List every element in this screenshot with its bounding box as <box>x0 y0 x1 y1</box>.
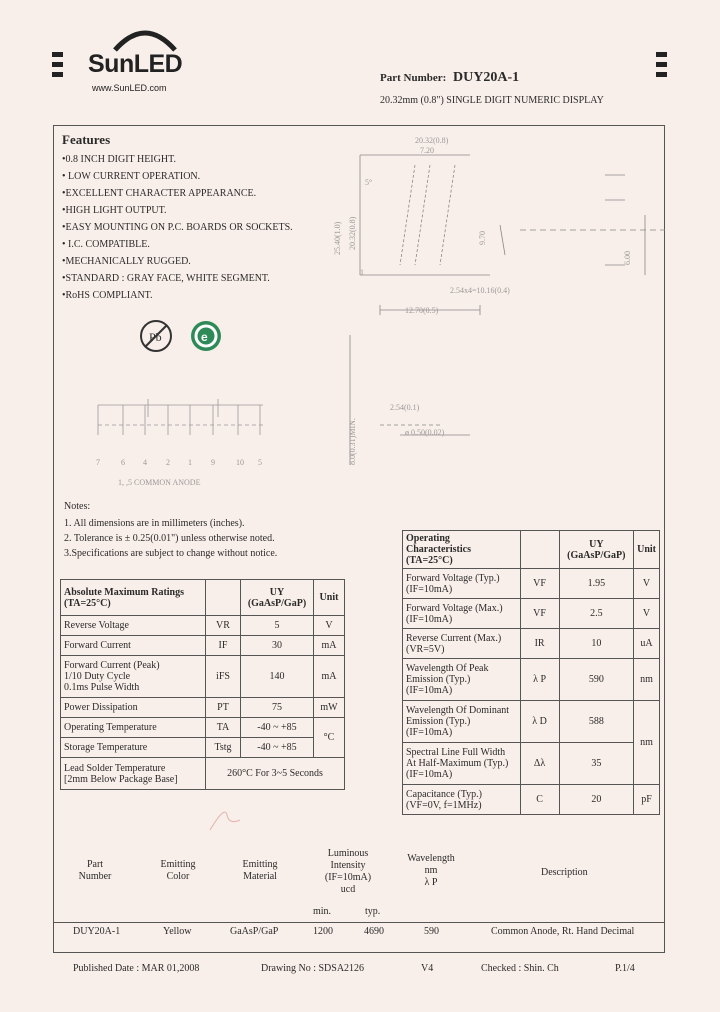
op-param-cond: (IF=10mA) <box>406 583 453 595</box>
abs-val: -40 ~ +85 <box>241 738 314 758</box>
abs-sym: iFS <box>206 656 241 698</box>
sel-header-lum-line: Intensity <box>330 860 366 871</box>
table-row <box>61 636 345 656</box>
part-number: DUY20A-1 <box>453 70 520 85</box>
svg-text:20.32(0.8): 20.32(0.8) <box>348 216 357 250</box>
svg-text:10: 10 <box>236 458 244 467</box>
op-param-line: Wavelength Of Dominant <box>406 705 510 716</box>
svg-text:2.54x4=10.16(0.4): 2.54x4=10.16(0.4) <box>450 286 510 295</box>
sel-divider <box>53 922 665 923</box>
part-number-label: Part Number: <box>380 72 447 84</box>
abs-param-line: Lead Solder Temperature <box>64 762 166 774</box>
feature-item: •RoHS COMPLIANT. <box>62 290 153 301</box>
svg-text:Pb: Pb <box>149 330 162 344</box>
op-param-cond: (IF=10mA) <box>406 769 453 780</box>
op-param-line: Emission (Typ.) <box>406 716 471 727</box>
op-sym: VF <box>520 569 559 599</box>
sel-header-wl-line: λ P <box>424 877 438 888</box>
feature-item: •STANDARD : GRAY FACE, WHITE SEGMENT. <box>62 273 270 284</box>
abs-unit: mA <box>314 656 345 698</box>
abs-val: 75 <box>241 698 314 718</box>
abs-max-title: Absolute Maximum Ratings <box>64 586 185 598</box>
op-char-part-header <box>559 531 634 569</box>
svg-text:6: 6 <box>121 458 125 467</box>
note-item: 3.Specifications are subject to change without notice. <box>64 548 278 559</box>
svg-text:1, ,5 COMMON ANODE: 1, ,5 COMMON ANODE <box>118 478 201 487</box>
op-param-line: Wavelength Of Peak <box>406 663 489 674</box>
op-val: 590 <box>559 659 634 701</box>
rohs-green-icon <box>188 318 224 354</box>
header-mark-left <box>52 52 63 78</box>
op-param <box>403 743 521 785</box>
svg-text:6.00: 6.00 <box>623 251 632 265</box>
op-param-line: Forward Voltage (Max.) <box>406 602 503 614</box>
abs-param-line: Forward Current (Peak) <box>64 660 160 671</box>
footer-published: Published Date : MAR 01,2008 <box>73 963 200 974</box>
svg-text:e: e <box>201 330 208 344</box>
feature-item: •HIGH LIGHT OUTPUT. <box>62 205 167 216</box>
abs-sym: VR <box>206 616 241 636</box>
op-unit: pF <box>634 785 660 815</box>
svg-text:ø 0.50(0.02): ø 0.50(0.02) <box>405 428 445 437</box>
op-unit: nm <box>634 659 660 701</box>
op-param-line: Spectral Line Full Width <box>406 747 506 758</box>
op-sym: λ D <box>520 701 559 743</box>
header-mark-right <box>656 52 667 78</box>
sel-row-wavelength: 590 <box>424 926 439 937</box>
op-param-cond: (IF=10mA) <box>406 727 453 738</box>
op-param <box>403 569 521 599</box>
table-row <box>61 698 345 718</box>
op-sym: C <box>520 785 559 815</box>
sel-header-typ: typ. <box>365 906 381 917</box>
table-row <box>403 743 660 785</box>
abs-val: 260°C For 3~5 Seconds <box>206 758 345 790</box>
svg-text:20.32(0.8): 20.32(0.8) <box>415 136 449 145</box>
sel-row-description: Common Anode, Rt. Hand Decimal <box>491 926 635 937</box>
abs-max-unit-header: Unit <box>314 580 345 616</box>
abs-val: -40 ~ +85 <box>241 718 314 738</box>
abs-val: 140 <box>241 656 314 698</box>
sel-row-color: Yellow <box>163 926 192 937</box>
svg-text:5°: 5° <box>365 178 373 187</box>
op-sym: VF <box>520 599 559 629</box>
sel-header-material <box>225 859 295 883</box>
feature-item: •EASY MOUNTING ON P.C. BOARDS OR SOCKETS. <box>62 222 293 233</box>
package-dimension-drawing <box>320 125 665 485</box>
table-row <box>403 629 660 659</box>
abs-sym: IF <box>206 636 241 656</box>
op-param-line: Capacitance (Typ.) <box>406 788 482 800</box>
abs-sym: PT <box>206 698 241 718</box>
sel-header-part-line: Part <box>86 859 104 870</box>
feature-item: •EXCELLENT CHARACTER APPEARANCE. <box>62 188 257 199</box>
op-sym: λ P <box>520 659 559 701</box>
features-list <box>62 151 293 304</box>
sel-header-wl-line: Wavelength <box>407 853 455 864</box>
abs-param-line: [2mm Below Package Base] <box>64 773 178 785</box>
selection-guide <box>53 845 665 953</box>
abs-sym: Tstg <box>206 738 241 758</box>
svg-text:1: 1 <box>360 268 364 277</box>
note-item: 2. Tolerance is ± 0.25(0.01") unless otherwise noted. <box>64 533 275 544</box>
sunled-logo-arc <box>110 22 180 52</box>
sel-row-material: GaAsP/GaP <box>230 926 279 937</box>
op-param-cond: (IF=10mA) <box>406 613 453 625</box>
sel-header-color-line: Color <box>166 871 190 882</box>
svg-text:5: 5 <box>258 458 262 467</box>
abs-param: Operating Temperature <box>61 718 206 738</box>
sel-header-wavelength <box>398 853 464 889</box>
sel-header-part-line: Number <box>78 871 112 882</box>
sel-header-color-line: Emitting <box>160 859 196 870</box>
abs-max-part: UY <box>269 586 285 598</box>
footer-drawing: Drawing No : SDSA2126 <box>261 963 365 974</box>
abs-param-line: 1/10 Duty Cycle <box>64 671 131 682</box>
abs-param-line: 0.1ms Pulse Width <box>64 682 140 693</box>
feature-item: • LOW CURRENT OPERATION. <box>62 171 201 182</box>
circuit-diagram <box>88 395 268 490</box>
svg-text:1: 1 <box>188 458 192 467</box>
abs-unit: mA <box>314 636 345 656</box>
op-char-title: Operating Characteristics <box>406 533 471 555</box>
op-val: 588 <box>559 701 634 743</box>
op-param-cond: (VR=5V) <box>406 643 445 655</box>
op-param <box>403 629 521 659</box>
sel-row-typ: 4690 <box>364 926 384 937</box>
table-row <box>403 659 660 701</box>
svg-text:2: 2 <box>166 458 170 467</box>
abs-unit: °C <box>314 718 345 758</box>
sel-header-lum-line: (IF=10mA) <box>324 872 372 883</box>
note-item: 1. All dimensions are in millimeters (inches). <box>64 518 245 529</box>
svg-text:7.20: 7.20 <box>420 146 434 155</box>
abs-param <box>61 758 206 790</box>
sel-header-material-line: Emitting <box>242 859 278 870</box>
sel-header-description: Description <box>541 867 588 878</box>
table-row <box>61 718 345 738</box>
abs-max-table <box>60 579 345 790</box>
op-param-line: Reverse Current (Max.) <box>406 632 502 644</box>
op-unit: nm <box>634 701 660 785</box>
abs-max-condition: (TA=25°C) <box>64 597 111 609</box>
sel-header-min: min. <box>313 906 332 917</box>
op-val: 2.5 <box>559 599 634 629</box>
op-val: 20 <box>559 785 634 815</box>
website: www.SunLED.com <box>92 83 167 93</box>
abs-unit: V <box>314 616 345 636</box>
footer-version: V4 <box>421 963 434 974</box>
sel-header-material-line: Material <box>243 871 277 882</box>
feature-item: •0.8 INCH DIGIT HEIGHT. <box>62 154 176 165</box>
op-char-header-blank <box>520 531 559 569</box>
brand-logo: SunLED <box>88 50 183 78</box>
op-unit: V <box>634 599 660 629</box>
op-param-line: Emission (Typ.) <box>406 674 471 685</box>
feature-item: •MECHANICALLY RUGGED. <box>62 256 191 267</box>
part-number-row <box>380 70 519 86</box>
abs-param: Power Dissipation <box>61 698 206 718</box>
abs-val: 30 <box>241 636 314 656</box>
table-row <box>403 785 660 815</box>
op-char-unit-header: Unit <box>634 531 660 569</box>
table-row <box>403 599 660 629</box>
op-char-part: UY <box>589 538 604 550</box>
op-param-cond: (IF=10mA) <box>406 685 453 696</box>
op-unit: V <box>634 569 660 599</box>
abs-param: Storage Temperature <box>61 738 206 758</box>
lead-free-icon <box>138 318 174 354</box>
abs-max-material: (GaAsP/GaP) <box>247 597 307 609</box>
table-row <box>61 656 345 698</box>
features-title: Features <box>62 132 111 147</box>
svg-text:7: 7 <box>96 458 100 467</box>
abs-unit: mW <box>314 698 345 718</box>
abs-max-title-cell <box>61 580 206 616</box>
table-row <box>403 569 660 599</box>
op-char-condition: (TA=25°C) <box>406 555 453 566</box>
abs-val: 5 <box>241 616 314 636</box>
op-param-line: Forward Voltage (Typ.) <box>406 572 500 584</box>
op-unit: uA <box>634 629 660 659</box>
op-val: 1.95 <box>559 569 634 599</box>
op-sym: Δλ <box>520 743 559 785</box>
sel-header-color <box>148 859 208 883</box>
op-param <box>403 701 521 743</box>
footer-page: P.1/4 <box>615 963 635 974</box>
op-param-cond: (VF=0V, f=1MHz) <box>406 799 482 811</box>
notes-title: Notes: <box>64 501 91 512</box>
svg-text:2.54(0.1): 2.54(0.1) <box>390 403 420 412</box>
op-param <box>403 599 521 629</box>
sel-row-part: DUY20A-1 <box>73 926 121 937</box>
sel-header-lum-line: ucd <box>340 884 356 895</box>
table-row <box>61 616 345 636</box>
abs-param <box>61 656 206 698</box>
svg-text:9.70: 9.70 <box>478 231 487 245</box>
notes-list <box>64 516 277 561</box>
svg-text:12.70(0.5): 12.70(0.5) <box>405 306 439 315</box>
abs-max-part-header <box>241 580 314 616</box>
op-char-table <box>402 530 660 815</box>
subtitle: 20.32mm (0.8") SINGLE DIGIT NUMERIC DISPLAY <box>380 95 604 106</box>
table-row <box>61 758 345 790</box>
op-param <box>403 659 521 701</box>
decorative-mark <box>205 800 245 835</box>
svg-text:25.40(1.0): 25.40(1.0) <box>333 221 342 255</box>
footer-checked: Checked : Shin. Ch <box>481 963 559 974</box>
feature-item: • I.C. COMPATIBLE. <box>62 239 150 250</box>
svg-text:4: 4 <box>143 458 147 467</box>
table-row <box>403 701 660 743</box>
abs-sym: TA <box>206 718 241 738</box>
sel-header-part <box>65 859 125 883</box>
op-sym: IR <box>520 629 559 659</box>
svg-text:8.0(0.31)MIN.: 8.0(0.31)MIN. <box>348 418 357 465</box>
abs-max-header-blank <box>206 580 241 616</box>
sel-row-min: 1200 <box>313 926 333 937</box>
table-row <box>61 738 345 758</box>
sel-header-lum-line: Luminous <box>327 848 369 859</box>
abs-param: Reverse Voltage <box>61 616 206 636</box>
op-char-material: (GaAsP/GaP) <box>567 549 626 561</box>
sel-header-wl-line: nm <box>424 865 438 876</box>
sel-header-luminous <box>308 848 388 896</box>
op-val: 10 <box>559 629 634 659</box>
abs-param: Forward Current <box>61 636 206 656</box>
op-param <box>403 785 521 815</box>
op-char-title-cell <box>403 531 521 569</box>
op-param-line: At Half-Maximum (Typ.) <box>406 758 509 769</box>
op-val: 35 <box>559 743 634 785</box>
svg-text:9: 9 <box>211 458 215 467</box>
